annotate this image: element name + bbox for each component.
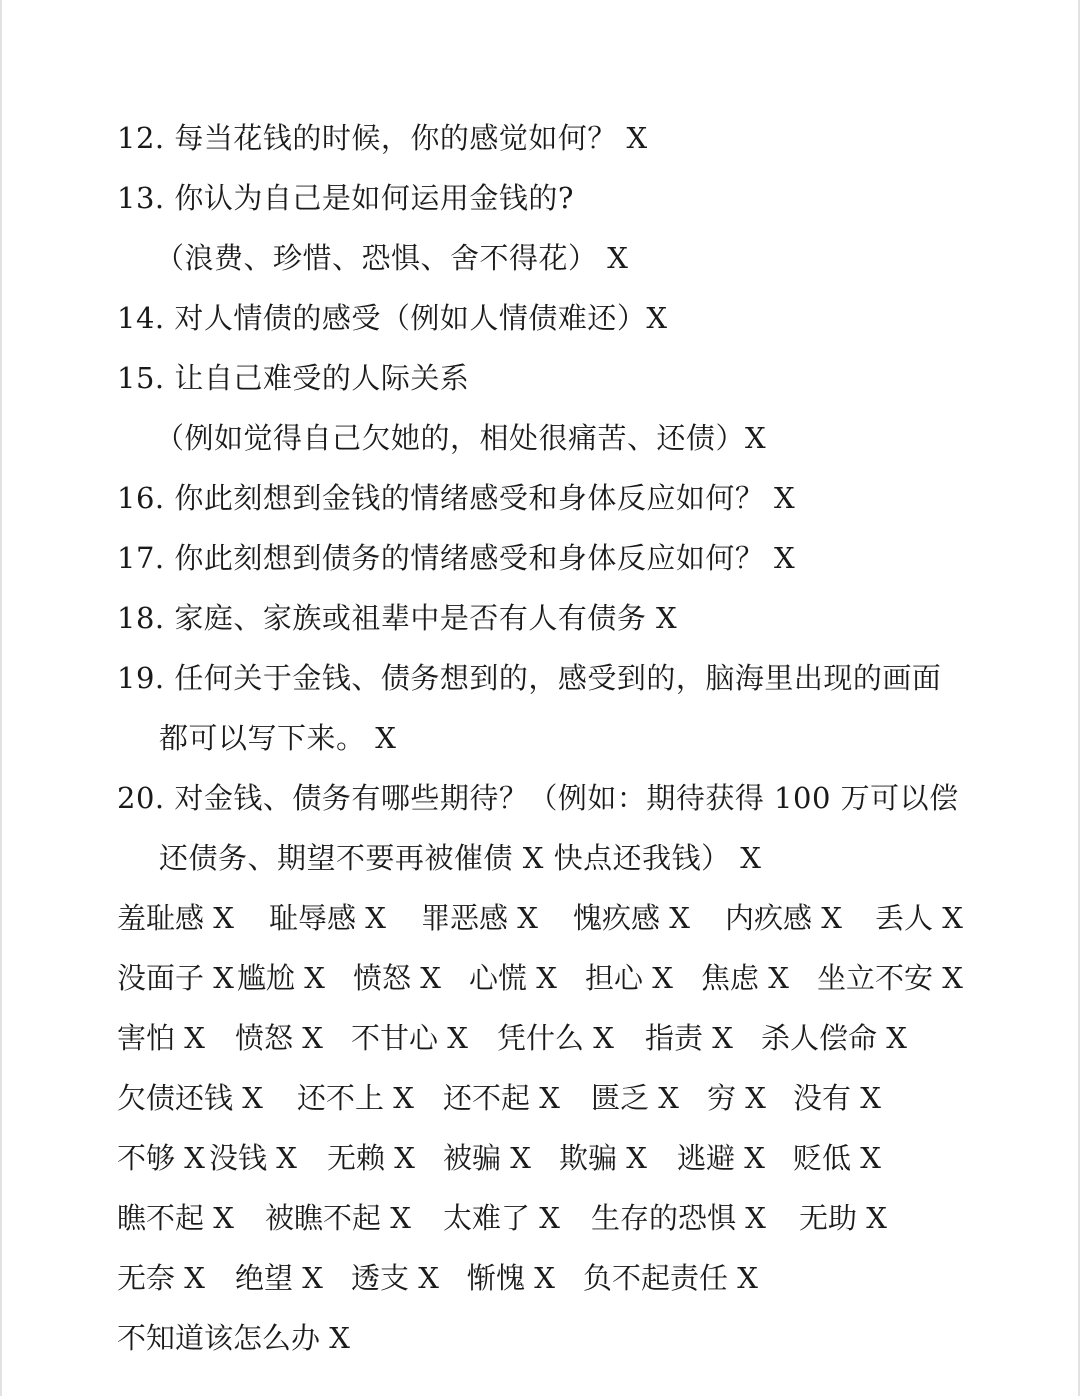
word-item: 指责 X bbox=[645, 1021, 733, 1055]
question-13: 13. 你认为自己是如何运用金钱的? bbox=[117, 181, 574, 215]
word-item: 透支 X bbox=[351, 1261, 439, 1295]
question-16: 16. 你此刻想到金钱的情绪感受和身体反应如何？ X bbox=[117, 481, 796, 515]
word-item: 杀人偿命 X bbox=[761, 1021, 907, 1055]
word-item: 穷 X bbox=[707, 1081, 766, 1115]
word-item: 太难了 X bbox=[443, 1201, 560, 1235]
word-item: 匮乏 X bbox=[591, 1081, 679, 1115]
question-15-example: （例如觉得自己欠她的，相处很痛苦、还债）X bbox=[155, 421, 767, 455]
word-item: 尴尬 X bbox=[237, 961, 325, 995]
question-20: 20. 对金钱、债务有哪些期待？（例如：期待获得 100 万可以偿 bbox=[117, 781, 959, 815]
word-item: 愧疚感 X bbox=[573, 901, 690, 935]
word-item: 欠债还钱 X bbox=[117, 1081, 263, 1115]
word-row-6 bbox=[117, 1188, 977, 1248]
document-body bbox=[117, 108, 977, 1368]
word-item: 没有 X bbox=[793, 1081, 881, 1115]
word-item: 无赖 X bbox=[327, 1141, 415, 1175]
word-item: 欺骗 X bbox=[559, 1141, 647, 1175]
word-item: 凭什么 X bbox=[497, 1021, 614, 1055]
word-item: 还不上 X bbox=[297, 1081, 414, 1115]
word-item: 罪恶感 X bbox=[421, 901, 538, 935]
word-item: 绝望 X bbox=[235, 1261, 323, 1295]
question-17: 17. 你此刻想到债务的情绪感受和身体反应如何？ X bbox=[117, 541, 796, 575]
word-item: 不甘心 X bbox=[351, 1021, 468, 1055]
word-item: 不知道该怎么办 X bbox=[117, 1321, 350, 1355]
word-row-5 bbox=[117, 1128, 977, 1188]
word-item: 没钱 X bbox=[209, 1141, 297, 1175]
word-row-3 bbox=[117, 1008, 977, 1068]
word-row-8 bbox=[117, 1308, 977, 1368]
word-item: 没面子 X bbox=[117, 961, 234, 995]
question-18: 18. 家庭、家族或祖辈中是否有人有债务 X bbox=[117, 601, 678, 635]
word-row-1 bbox=[117, 888, 977, 948]
word-item: 耻辱感 X bbox=[269, 901, 386, 935]
word-item: 惭愧 X bbox=[467, 1261, 555, 1295]
word-item: 不够 X bbox=[117, 1141, 205, 1175]
word-item: 生存的恐惧 X bbox=[591, 1201, 766, 1235]
question-14: 14. 对人情债的感受（例如人情债难还）X bbox=[117, 301, 668, 335]
page-edge-left bbox=[0, 0, 2, 1396]
word-item: 被瞧不起 X bbox=[265, 1201, 411, 1235]
word-item: 担心 X bbox=[585, 961, 673, 995]
word-item: 贬低 X bbox=[793, 1141, 881, 1175]
word-item: 愤怒 X bbox=[235, 1021, 323, 1055]
word-item: 无奈 X bbox=[117, 1261, 205, 1295]
word-item: 无助 X bbox=[799, 1201, 887, 1235]
question-12: 12. 每当花钱的时候，你的感觉如何？ X bbox=[117, 121, 648, 155]
question-19: 19. 任何关于金钱、债务想到的，感受到的，脑海里出现的画面 bbox=[117, 661, 942, 695]
word-row-2 bbox=[117, 948, 977, 1008]
word-item: 负不起责任 X bbox=[583, 1261, 758, 1295]
question-13-options: （浪费、珍惜、恐惧、舍不得花） X bbox=[155, 241, 629, 275]
word-item: 丢人 X bbox=[875, 901, 963, 935]
word-item: 坐立不安 X bbox=[817, 961, 963, 995]
word-item: 被骗 X bbox=[443, 1141, 531, 1175]
word-item: 焦虑 X bbox=[701, 961, 789, 995]
word-item: 还不起 X bbox=[443, 1081, 560, 1115]
word-row-4 bbox=[117, 1068, 977, 1128]
word-item: 害怕 X bbox=[117, 1021, 205, 1055]
question-20-continued: 还债务、期望不要再被催债 X 快点还我钱） X bbox=[159, 841, 762, 875]
question-15: 15. 让自己难受的人际关系 bbox=[117, 361, 470, 395]
question-19-continued: 都可以写下来。 X bbox=[159, 721, 397, 755]
word-item: 愤怒 X bbox=[353, 961, 441, 995]
word-item: 羞耻感 X bbox=[117, 901, 234, 935]
word-row-7 bbox=[117, 1248, 977, 1308]
word-item: 内疚感 X bbox=[725, 901, 842, 935]
word-item: 心慌 X bbox=[469, 961, 557, 995]
word-item: 逃避 X bbox=[677, 1141, 765, 1175]
word-item: 瞧不起 X bbox=[117, 1201, 234, 1235]
